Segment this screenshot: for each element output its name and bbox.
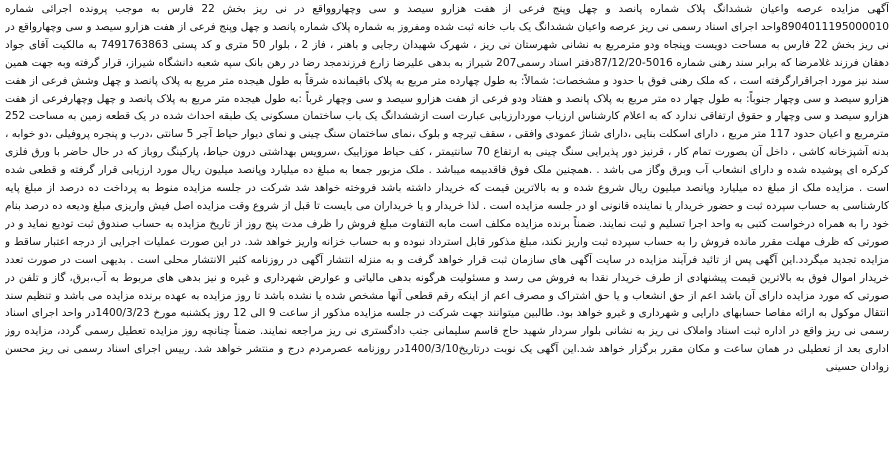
auction-notice [5, 1, 889, 469]
notice-signature: رییس اجرای اسناد رسمی نی ریز محسن زوادان حسینی [5, 343, 889, 374]
notice-body-text: آگهی مزایده عرصه واعیان ششدانگ پلاک شماره پانصد و چهل وپنج فرعی از هفت هزارو سیصد و سی وچهاروواقع در نی ریز بخش 22 فارس به موجب پرونده اجرائی شماره 8904011195000010واحد اجرای اسناد رسمی نی ریز عرصه واعیان ششدانگ یک باب خانه ثبت شده ومفروز به شماره پلاک شماره پانصد و چهل وپنج فرعی از هفت هزارو سیصد و سی وچهارواقع در نی ریز بخش 22 فارس به مساحت دویست وپنجاه ودو مترمربع به نشانی شهرستان نی ریز ، شهرک شهیدان رجایی و باهنر ، فاز 2 ، بلوار 50 متری و کد پستی 7491763863 به مالکیت آقای جواد دهقان فرزند غلامرضا که برابر سند رهنی شماره 5016-87/12/20دفتر اسناد رسمی207 شیراز به بدهی علیرضا زارع فرزندمجد رضا در رهن بانک سپه شعبه دانشگاه شیراز، قرار گرفته وبه جهت همین سند نیز مورد اجراقرارگرفته است ، که ملک رهنی فوق با حدود و مشخصات: شمالاً: به طول چهارده متر مربع به پلاک باقیمانده شرقاً به طول هیجده متر مربع به پلاک پانصد و چهل وشش فرعی از هفت هزارو سیصد و سی وچهار جنوباً: به طول چهار ده متر مربع به پلاک پانصد و هفتاد ودو فرعی از هفت هزارو سیصد و سی وچهار غرباً :به طول هیجده متر مربع به پلاک پانصد و چهل وچهارفرعی از هفت هزارو سیصد و سی وچهار و حقوق ارتفاقی ندارد که به اعلام کارشناس ارزیاب موردارزیابی عبارت است ازششدانگ یک باب ساختمان مسکونی یک طبقه احداث شده در یک قطعه زمین به مساحت 252 مترمربع و اعیان حدود 117 متر مربع ، دارای اسکلت بنایی ،دارای شناژ عمودی وافقی ، سقف تیرچه و بلوک ،نمای ساختمان سنگ چینی و نمای دیوار حیاط آجر 5 سانتی ،درب و پنجره پروفیلی ،دو خوابه ، بدنه آشپزخانه کاشی ، داخل آن بصورت تمام کار ، قرنیز دور پذیرایی سنگ چینی به ارتفاع 70 سانتیمتر ، کف حیاط موزاییک ،سرویس بهداشتی درون حیاط، پارکینگ روباز که در حال حاضر با ورق فلزی کرکره ای پوشیده شده و دارای انشعاب آب وبرق وگاز می باشد . .همچنین ملک فوق فاقدبیمه میباشد . ملک مزبور جمعا به مبلغ ده میلیارد وپانصد میلیون ریال مورد ارزیابی قرار گرفته و قطعی شده است . مزایده ملک از مبلغ ده میلیارد وپانصد میلیون ریال شروع شده و به بالاترین قیمت که خریدار داشته باشد فروخته خواهد شد شرکت در جلسه مزایده منوط به پرداخت ده درصد از مبلغ پایه کارشناسی به حساب سپرده ثبت و حضور خریدار یا نماینده قانونی او در جلسه مزایده است . لذا خریدار و یا خریداران می بایست تا قبل از شروع وقت مزایده اصل فیش واریزی مبلغ ودیعه ده درصد بنام خود را به همراه درخواست کتبی به واحد اجرا تسلیم و ثبت نمایند. ضمناً برنده مزایده مکلف است مابه التفاوت مبلغ فروش را ظرف مدت پنج روز از تاریخ مزایده به حساب صندوق ثبت تودیع نماید و در صورتی که ظرف مهلت مقرر مانده فروش را به حساب سپرده ثبت واریز نکند، مبلغ مذکور قابل استرداد نبوده و به حساب خزانه واریز خواهد شد. در این صورت عملیات اجرایی از درجه اعتبار ساقط و مزایده تجدید میگردد.این آگهی پس از تائید فرآیند مزایده در سایت آگهی های سازمان ثبت قرار خواهد گرفت و به منزله انتشار آگهی در روزنامه کثیر الانتشار محلی است . بدیهی است در صورت تعدد خریدار اموال فوق به بالاترین قیمت پیشنهادی از طرف خریدار نقدا به فروش می رسد و مسئولیت هرگونه بدهی مالیاتی و عوارض شهرداری و غیره و نیز بدهی های مربوط به آب،برق، گاز و تلفن در صورتی که مورد مزایده دارای آن باشد اعم از حق انشعاب و یا حق اشتراک و مصرف اعم از اینکه رقم قطعی آنها مشخص شده یا نشده باشد تا روز مزایده به عهده برنده مزایده می باشد و تنظیم سند انتقال موکول به ارائه مفاصا حسابهای دارایی و شهرداری و غیرو خواهد بود. طالبین میتوانند جهت شرکت در جلسه مزایده مذکور از ساعت 9 الی 12 روز یکشنبه مورخ 1400/3/23در واحد اجرای اسناد رسمی نی ریز واقع در اداره ثبت اسناد واملاک نی ریز به نشانی بلوار سردار شهید حاج قاسم سلیمانی جنب دادگستری نی ریز مراجعه نمایند. ضمناً چنانچه روز مزایده تعطیل رسمی گردد، مزایده روز اداری بعد از تعطیلی در همان ساعت و مکان مقرر برگزار خواهد شد.این آگهی یک نوبت درتاریخ1400/3/10در روزنامه عصرمردم درج و منتشر خواهد شد. [5, 3, 889, 356]
